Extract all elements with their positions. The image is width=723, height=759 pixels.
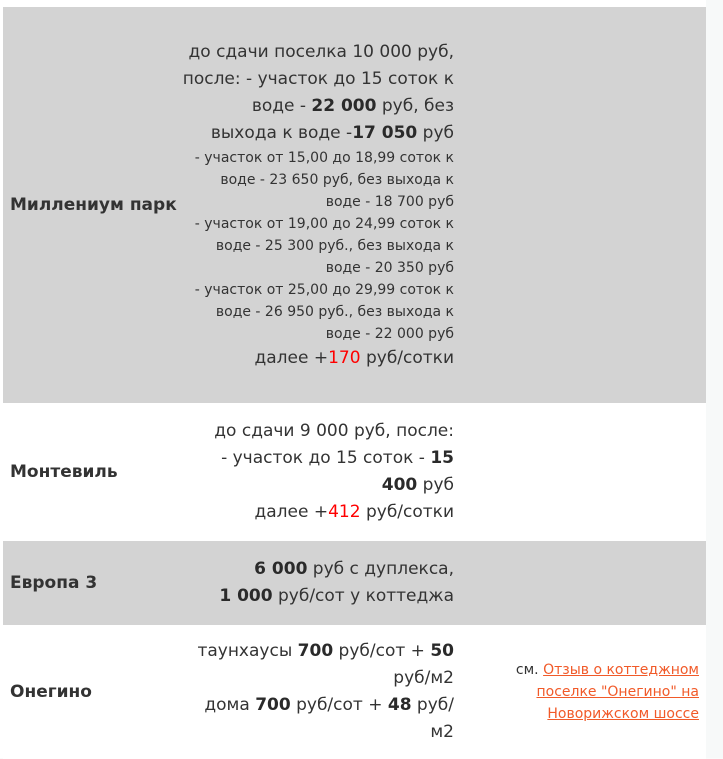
- village-price: [182, 541, 456, 625]
- price-text: руб/сотки: [360, 502, 454, 522]
- village-name: Онегино: [3, 625, 182, 759]
- price-tier: - участок от 25,00 до 29,99 соток к воде - 26 950 руб., без выхода к воде - 22 000 руб: [194, 281, 454, 342]
- right-gutter: [706, 0, 723, 758]
- village-note: [456, 541, 706, 625]
- price-text: далее +: [254, 347, 329, 368]
- price-bold: 6 000: [254, 559, 308, 579]
- price-bold: 50: [430, 641, 454, 661]
- price-text: дома: [204, 695, 256, 715]
- price-text: руб/сот у коттеджа: [272, 586, 454, 606]
- table-row: [3, 541, 706, 625]
- price-bold: 700: [297, 641, 334, 661]
- price-tier: - участок от 19,00 до 24,99 соток к воде - 25 300 руб., без выхода к воде - 20 350 руб: [194, 215, 454, 276]
- price-line: [182, 692, 454, 746]
- price-bold: 15 400: [381, 448, 454, 495]
- price-text: руб с дуплекса,: [307, 559, 454, 579]
- price-text: далее +: [254, 502, 329, 522]
- further-price: [182, 499, 454, 526]
- price-bold: 48: [387, 695, 412, 715]
- village-name: Европа 3: [3, 541, 182, 625]
- village-price: [182, 403, 456, 541]
- price-line: [182, 583, 454, 610]
- village-price: [182, 625, 456, 759]
- review-link[interactable]: Отзыв о коттеджном поселке "Онегино" на Новорижском шоссе: [536, 662, 699, 722]
- price-bold: 1 000: [219, 586, 273, 606]
- price-table: [3, 7, 706, 759]
- village-name: Монтевиль: [3, 403, 182, 541]
- price-line: [182, 638, 454, 692]
- price-red: 412: [328, 502, 361, 522]
- price-text: руб/м2: [411, 695, 454, 742]
- price-text: - участок до 15 соток -: [221, 448, 431, 468]
- price-red: 170: [328, 347, 361, 368]
- price-text: руб: [417, 475, 454, 495]
- village-note: [456, 403, 706, 541]
- table-row: [3, 625, 706, 759]
- price-text: таунхаусы: [197, 641, 298, 661]
- price-line: [182, 39, 454, 147]
- table-row: [3, 7, 706, 403]
- price-line: [182, 445, 454, 499]
- price-bold: 700: [255, 695, 291, 715]
- price-text: до сдачи поселка 10 000 руб, после:: [182, 41, 454, 89]
- village-note: [456, 7, 706, 403]
- price-text: руб/сотки: [360, 347, 454, 368]
- price-bold: 22 000: [311, 95, 377, 116]
- note-prefix: см.: [515, 662, 544, 678]
- village-note: [456, 625, 706, 759]
- price-text: руб/м2: [393, 668, 454, 688]
- price-line: до сдачи 9 000 руб, после:: [214, 421, 454, 441]
- further-price: [182, 345, 454, 372]
- price-line: [182, 556, 454, 583]
- price-text: - участок до 15 соток к воде -: [246, 68, 454, 116]
- price-tier: - участок от 15,00 до 18,99 соток к воде - 23 650 руб, без выхода к воде - 18 700 руб: [194, 149, 454, 210]
- village-name: Миллениум парк: [3, 7, 182, 403]
- price-text: руб/сот +: [290, 695, 388, 715]
- price-text: руб, без выхода к воде -: [210, 95, 454, 143]
- table-row: [3, 403, 706, 541]
- village-price: [182, 7, 456, 403]
- price-text: руб: [417, 122, 454, 143]
- price-text: руб/сот +: [333, 641, 431, 661]
- price-bold: 17 050: [352, 122, 418, 143]
